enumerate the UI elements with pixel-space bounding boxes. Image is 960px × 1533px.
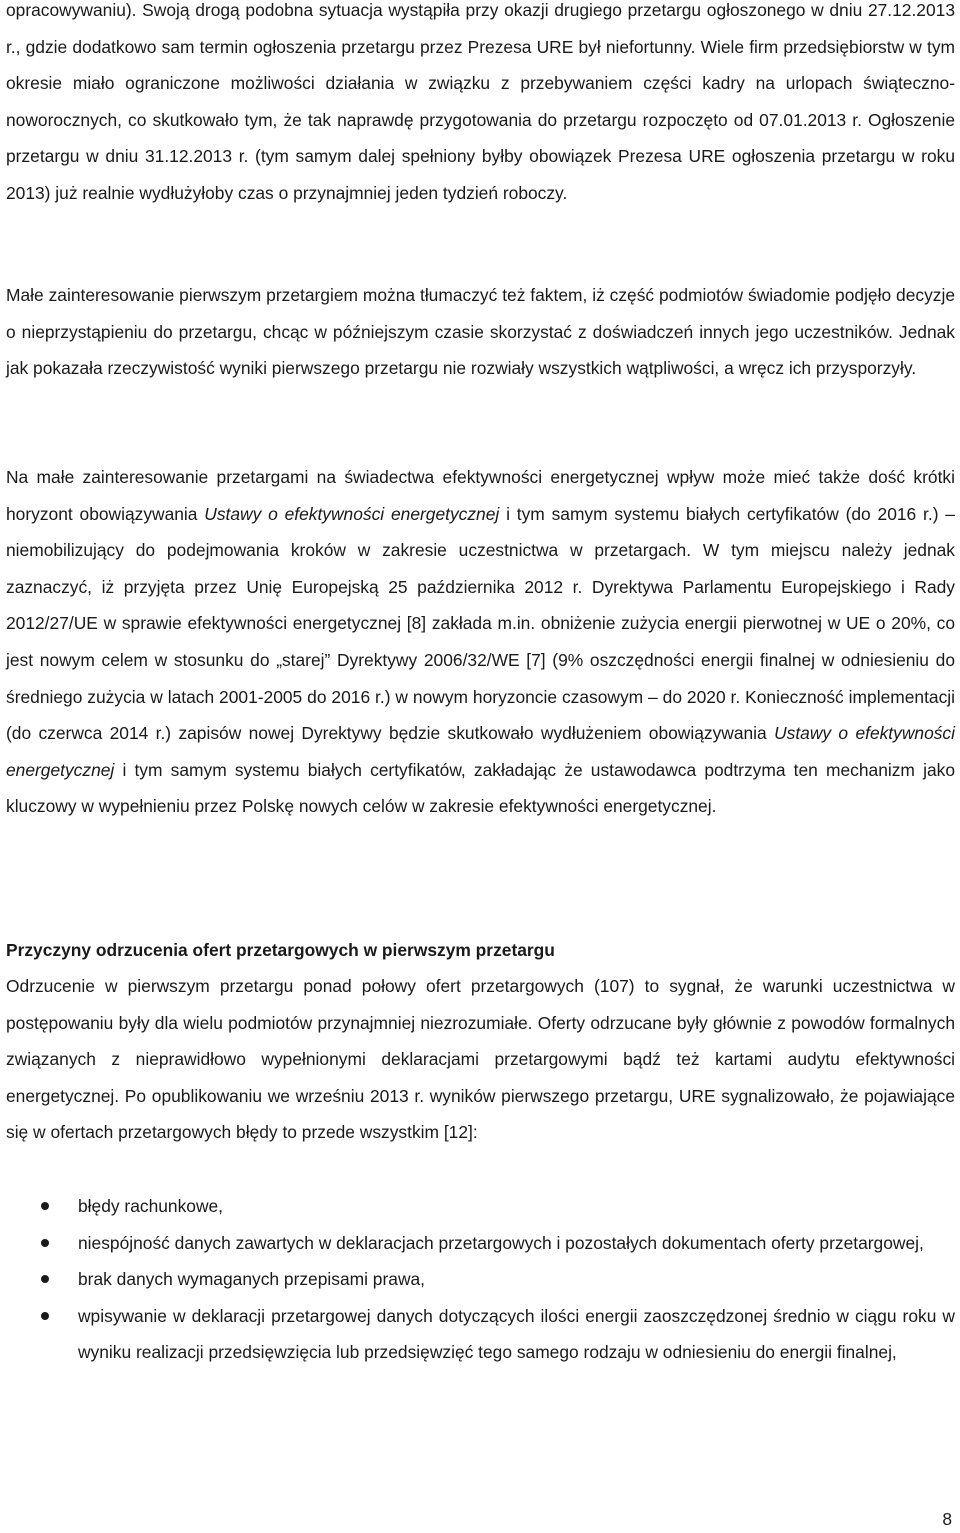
paragraph <box>6 968 955 1151</box>
section-heading: Przyczyny odrzucenia ofert przetargowych w pierwszym przetargu <box>6 940 555 960</box>
list-item <box>0 1261 955 1298</box>
bullet-icon <box>41 1275 49 1283</box>
text-segment: Na małe zainteresowanie przetargami na świadectwa efektywności energetycznej wpływ może mieć także dość krótki horyzont obowiązywania <box>6 467 955 524</box>
list-item-text: błędy rachunkowe, <box>78 1196 224 1216</box>
list-item <box>0 1298 955 1371</box>
list-item <box>0 1188 955 1225</box>
text-segment: i tym samym systemu białych certyfikatów, zakładając że ustawodawca podtrzyma ten mechanizm jako kluczowy w wypełnieniu przez Polskę nowych celów w zakresie efektywności energetycznej. <box>6 759 955 817</box>
paragraph <box>6 277 955 387</box>
list-item <box>0 1225 955 1262</box>
list-item-text: niespójność danych zawartych w deklaracjach przetargowych i pozostałych dokumentach oferty przetargowej, <box>78 1232 924 1253</box>
text-segment: Małe zainteresowanie pierwszym przetargiem można tłumaczyć też faktem, iż część podmiotów świadomie podjęło decyzje o nieprzystąpieniu do przetargu, chcąc w późniejszym czasie skorzystać z doświadczeń innych jego uczestników. Jednak jak pokazała rzeczywistość wyniki pierwszego przetargu nie rozwiały wszystkich wątpliwości, a wręcz ich przysporzyły. <box>6 285 955 379</box>
bullet-icon <box>41 1312 49 1320</box>
page-number: 8 <box>942 1509 952 1529</box>
list-item-text: brak danych wymaganych przepisami prawa, <box>78 1269 426 1290</box>
text-segment: opracowywaniu). Swoją drogą podobna sytuacja wystąpiła przy okazji drugiego przetargu ogłoszonego w dniu 27.12.2013 r., gdzie dodatkowo sam termin ogłoszenia przetargu przez Prezesa URE był niefortunny. Wiele firm przedsiębiorstw w tym okresie miało ograniczone możliwości działania w związku z przebywaniem części kadry na urlopach świąteczno-noworocznych, co skutkowało tym, że tak naprawdę przygotowania do przetargu rozpoczęto od 07.01.2013 r. Ogłoszenie przetargu w dniu 31.12.2013 r. (tym samym dalej spełniony byłby obowiązek Prezesa URE ogłoszenia przetargu w roku 2013) już realnie wydłużyłoby czas o przynajmniej jeden tydzień roboczy. <box>6 0 955 203</box>
bullet-list <box>0 1188 955 1371</box>
list-item-text: wpisywanie w deklaracji przetargowej danych dotyczących ilości energii zaoszczędzonej średnio w ciągu roku w wyniku realizacji przedsięwzięcia lub przedsięwzięć tego samego rodzaju w odniesieniu do energii finalnej, <box>78 1305 955 1363</box>
text-segment: Odrzucenie w pierwszym przetargu ponad połowy ofert przetargowych (107) to sygnał, że warunki uczestnictwa w postępowaniu były dla wielu podmiotów przynajmniej niezrozumiałe. Oferty odrzucane były głównie z powodów formalnych związanych z nieprawidłowo wypełnionymi deklaracjami przetargowymi bądź też kartami audytu efektywności energetycznej. Po opublikowaniu we wrześniu 2013 r. wyników pierwszego przetargu, URE sygnalizowało, że pojawiające się w ofertach przetargowych błędy to przede wszystkim [12]: <box>6 976 955 1143</box>
text-segment: i tym samym systemu białych certyfikatów (do 2016 r.) – niemobilizujący do podejmowania kroków w zakresie uczestnictwa w przetargach. W tym miejscu należy jednak zaznaczyć, iż przyjęta przez Unię Europejską 25 października 2012 r. Dyrektywa Parlamentu Europejskiego i Rady 2012/27/UE w sprawie efektywności energetycznej [8] zakłada m.in. obniżenie zużycia energii pierwotnej w UE o 20%, co jest nowym celem w stosunku do „starej” Dyrektywy 2006/32/WE [7] (9% oszczędności energii finalnej w odniesieniu do średniego zużycia w latach 2001-2005 do 2016 r.) w nowym horyzoncie czasowym – do 2020 r. Konieczność implementacji (do czerwca 2014 r.) zapisów nowej Dyrektywy będzie skutkowało wydłużeniem obowiązywania <box>6 503 955 744</box>
bullet-icon <box>41 1239 49 1247</box>
paragraph <box>6 0 955 212</box>
bullet-icon <box>41 1202 49 1210</box>
paragraph <box>6 459 955 825</box>
italic-text-segment: Ustawy o efektywności energetycznej <box>204 503 500 524</box>
italic-text-segment: Ustawy o efektywności energetycznej <box>6 723 955 780</box>
